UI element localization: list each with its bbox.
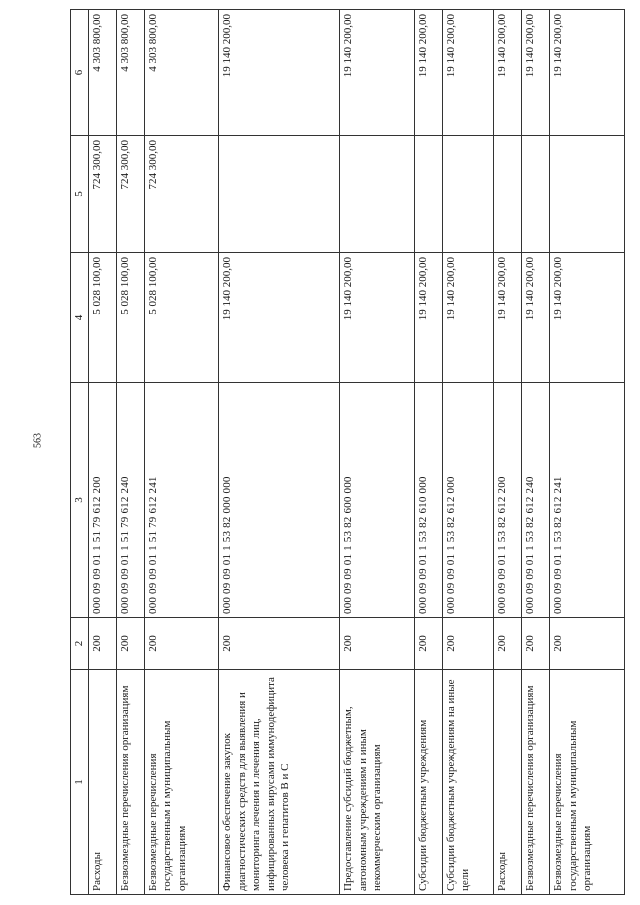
row-amount-col5-cell: 724 300,00 [144,136,219,253]
row-amount-col5-cell [494,136,522,253]
table-row [340,10,415,895]
row-amount-col6-cell: 19 140 200,00 [522,10,550,136]
row-admin-code-cell: 200 [144,618,219,670]
header-cell: 2 [71,618,89,670]
row-admin-code-cell: 200 [550,618,625,670]
row-budget-code-cell: 000 09 09 01 1 53 82 612 000 [442,383,493,618]
header-cell: 5 [71,136,89,253]
row-amount-col6-cell: 19 140 200,00 [442,10,493,136]
table-row [88,10,116,895]
row-amount-col6-cell: 4 303 800,00 [116,10,144,136]
row-admin-code-cell: 200 [442,618,493,670]
row-budget-code-cell: 000 09 09 01 1 51 79 612 241 [144,383,219,618]
row-amount-col4-cell: 5 028 100,00 [88,253,116,383]
header-row [71,10,89,895]
header-cell: 3 [71,383,89,618]
row-name-cell: Субсидии бюджетным учреждениям на иные цели [442,670,493,895]
row-admin-code-cell: 200 [116,618,144,670]
page-number: 563 [32,433,44,448]
row-admin-code-cell: 200 [522,618,550,670]
row-name-cell: Расходы [88,670,116,895]
row-amount-col6-cell: 19 140 200,00 [414,10,442,136]
row-amount-col6-cell: 4 303 800,00 [88,10,116,136]
row-budget-code-cell: 000 09 09 01 1 53 82 600 000 [340,383,415,618]
row-amount-col4-cell: 19 140 200,00 [522,253,550,383]
row-amount-col4-cell: 19 140 200,00 [340,253,415,383]
row-amount-col6-cell: 19 140 200,00 [219,10,340,136]
row-amount-col4-cell: 5 028 100,00 [116,253,144,383]
table-row [522,10,550,895]
row-admin-code-cell: 200 [219,618,340,670]
row-admin-code-cell: 200 [340,618,415,670]
row-name-cell: Предоставление субсидий бюджетным, автономным учреждениям и иным некоммерческим организациям [340,670,415,895]
row-budget-code-cell: 000 09 09 01 1 51 79 612 200 [88,383,116,618]
table-row [219,10,340,895]
header-cell: 1 [71,670,89,895]
row-name-cell: Финансовое обеспечение закупок диагностических средств для выявления и мониторинга лечения и лечения лиц, инфицированных вирусами иммунодефицита человека и гепатитов B и C [219,670,340,895]
row-amount-col4-cell: 5 028 100,00 [144,253,219,383]
table-row [144,10,219,895]
row-budget-code-cell: 000 09 09 01 1 53 82 612 241 [550,383,625,618]
row-amount-col4-cell: 19 140 200,00 [442,253,493,383]
row-budget-code-cell: 000 09 09 01 1 53 82 000 000 [219,383,340,618]
budget-table [70,9,625,895]
row-name-cell: Безвозмездные перечисления государственным и муниципальным организациям [550,670,625,895]
row-admin-code-cell: 200 [88,618,116,670]
row-budget-code-cell: 000 09 09 01 1 53 82 612 200 [494,383,522,618]
row-amount-col4-cell: 19 140 200,00 [494,253,522,383]
row-admin-code-cell: 200 [494,618,522,670]
row-name-cell: Субсидии бюджетным учреждениям [414,670,442,895]
table-row [494,10,522,895]
row-amount-col6-cell: 4 303 800,00 [144,10,219,136]
row-amount-col4-cell: 19 140 200,00 [550,253,625,383]
rotated-page [70,10,625,895]
row-name-cell: Расходы [494,670,522,895]
row-amount-col4-cell: 19 140 200,00 [414,253,442,383]
row-amount-col5-cell [340,136,415,253]
row-name-cell: Безвозмездные перечисления организациям [116,670,144,895]
table-row [442,10,493,895]
row-budget-code-cell: 000 09 09 01 1 53 82 612 240 [522,383,550,618]
row-amount-col5-cell [414,136,442,253]
row-amount-col5-cell [442,136,493,253]
row-amount-col4-cell: 19 140 200,00 [219,253,340,383]
row-amount-col5-cell: 724 300,00 [88,136,116,253]
row-amount-col6-cell: 19 140 200,00 [340,10,415,136]
row-budget-code-cell: 000 09 09 01 1 53 82 610 000 [414,383,442,618]
row-amount-col5-cell [522,136,550,253]
row-name-cell: Безвозмездные перечисления государственным и муниципальным организациям [144,670,219,895]
row-amount-col5-cell: 724 300,00 [116,136,144,253]
table-row [116,10,144,895]
row-name-cell: Безвозмездные перечисления организациям [522,670,550,895]
table-body [88,10,625,895]
row-amount-col6-cell: 19 140 200,00 [494,10,522,136]
row-amount-col5-cell [219,136,340,253]
header-cell: 4 [71,253,89,383]
row-admin-code-cell: 200 [414,618,442,670]
table-row [414,10,442,895]
row-amount-col6-cell: 19 140 200,00 [550,10,625,136]
table-row [550,10,625,895]
row-amount-col5-cell [550,136,625,253]
row-budget-code-cell: 000 09 09 01 1 51 79 612 240 [116,383,144,618]
header-cell: 6 [71,10,89,136]
